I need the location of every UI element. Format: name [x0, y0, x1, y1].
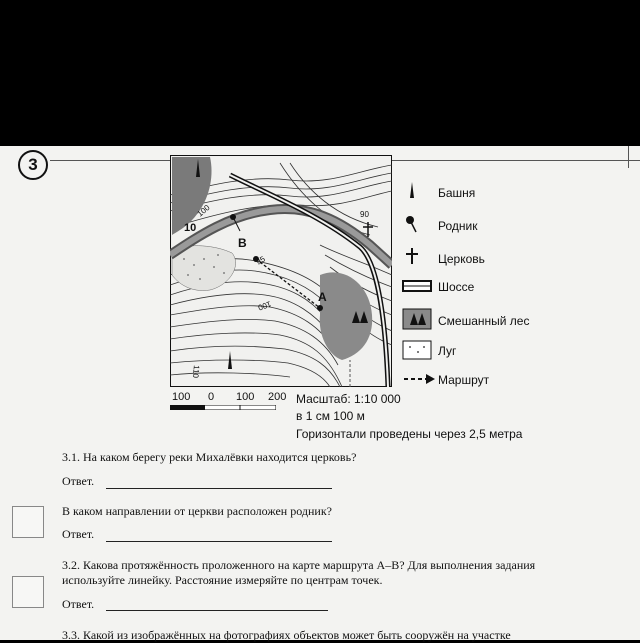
scale-title: Масштаб: 1:10 000 — [296, 392, 401, 406]
legend-label-route: Маршрут — [438, 373, 490, 387]
legend-label-spring: Родник — [438, 219, 478, 233]
legend-label-meadow: Луг — [438, 344, 457, 358]
contour-label: 100 — [195, 203, 212, 219]
answer-label: Ответ. — [62, 597, 95, 611]
scale-tick: 100 — [172, 391, 191, 403]
scale-tick: 0 — [208, 391, 215, 403]
contour-label: 100 — [256, 299, 273, 313]
answer-line[interactable] — [106, 488, 332, 489]
answer-line[interactable] — [106, 610, 328, 611]
point-a-dot — [317, 305, 323, 311]
task-number: 3 — [18, 150, 48, 180]
contour-label: 110 — [190, 364, 201, 379]
spot-number: 10 — [184, 222, 197, 234]
church-icon — [402, 246, 422, 266]
tower-icon — [402, 180, 422, 200]
contour-label: 90 — [360, 210, 369, 219]
question-3-2-line1: 3.2. Какова протяжённость проложенного на карте маршрута А–В? Для выполнения задания — [62, 558, 536, 572]
point-a-label: A — [318, 290, 327, 304]
legend-label-highway: Шоссе — [438, 280, 475, 294]
point-b-label: B — [238, 236, 247, 250]
route-arrow-icon — [402, 372, 436, 386]
score-box[interactable] — [12, 506, 44, 538]
question-3-1b: В каком направлении от церкви расположен родник? — [62, 504, 332, 518]
spring-icon — [402, 214, 422, 234]
table-border-right — [628, 146, 629, 168]
answer-line[interactable] — [106, 541, 332, 542]
scale-bar — [170, 405, 276, 410]
scale-conversion: в 1 см 100 м — [296, 409, 365, 423]
legend-label-tower: Башня — [438, 186, 476, 200]
scale-tick: 100 — [236, 391, 255, 403]
meadow-icon — [402, 340, 432, 360]
mixed-forest-icon — [402, 308, 432, 330]
legend-label-church: Церковь — [438, 252, 485, 266]
score-box[interactable] — [12, 576, 44, 608]
contour-label: 95 — [254, 254, 267, 267]
question-3-2-line2: используйте линейку. Расстояние измеряйте по центрам точек. — [62, 573, 383, 587]
contour-interval: Горизонтали проведены через 2,5 метра — [296, 427, 523, 441]
legend-label-mixed-forest: Смешанный лес — [438, 314, 530, 328]
answer-label: Ответ. — [62, 474, 95, 488]
answer-label: Ответ. — [62, 527, 95, 541]
question-3-3-partial: 3.3. Какой из изображённых на фотографиях объектов может быть сооружён на участке — [62, 628, 511, 642]
topographic-map — [170, 155, 392, 387]
scale-tick: 200 — [268, 391, 287, 403]
highway-icon — [402, 278, 432, 294]
question-3-1: 3.1. На каком берегу реки Михалёвки находится церковь? — [62, 450, 357, 464]
